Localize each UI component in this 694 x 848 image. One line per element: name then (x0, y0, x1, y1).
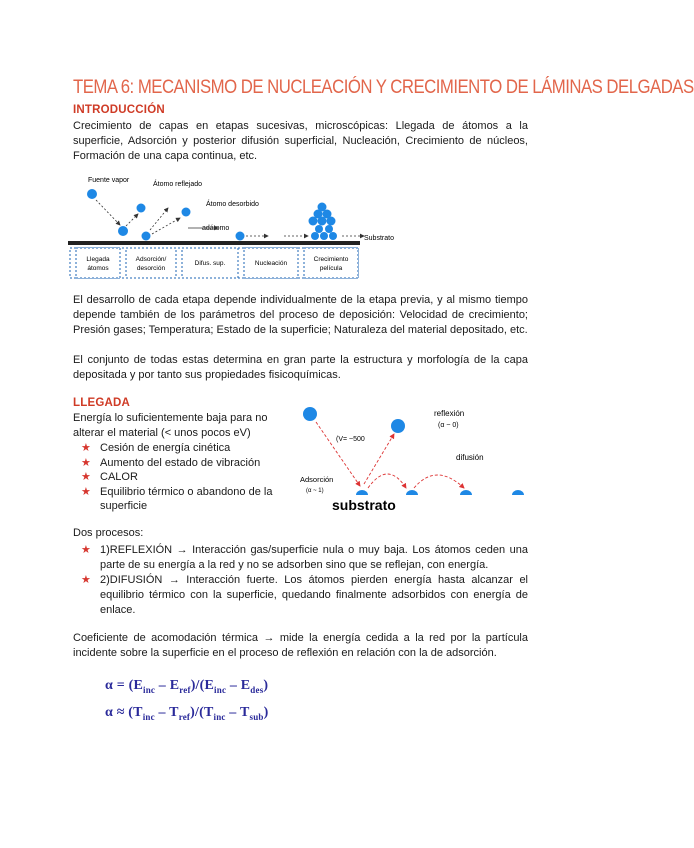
llegada-paragraph: Energía lo suficientemente baja para no alterar el material (< unos pocos eV) (73, 412, 268, 439)
label-v500: (V= ~500 (336, 436, 365, 443)
formula-temperature: $\alpha \approx (T_{inc} - T_{ref})/(T_{inc} - T_{sub})$ (105, 705, 269, 722)
stage-2-line1: Adsorción/ (135, 256, 167, 263)
formula-energy: $\alpha = (E_{inc} - E_{ref})/(E_{inc} - E_{des})$ (105, 678, 269, 695)
star-icon: ★ (81, 544, 91, 556)
star-icon: ★ (81, 442, 91, 454)
label-substrato: Substrato (364, 235, 394, 242)
llegada-bullets (73, 441, 291, 514)
stage-1-line2: átomos (87, 265, 109, 272)
incident-atom (303, 407, 317, 421)
label-adatomo: adátomo (202, 225, 230, 232)
growth-stages-diagram (68, 168, 408, 284)
stage-5-line1: Crecimiento (313, 256, 349, 263)
atom-arriving (118, 226, 128, 236)
label-difusion: difusión (456, 453, 484, 462)
stage-4-line1: Nucleación (254, 260, 288, 267)
list-item: ★ 2)DIFUSIÓN → Interacción fuerte. Los átomos pierden energía hasta alcanzar el equilibrio térmico con la superficie, quedando finalmente adsorbidos con energía de enlace. (81, 574, 528, 616)
procesos-list (73, 543, 528, 618)
label-alpha1: (α ~ 1) (306, 488, 324, 494)
stage-1-line1: Llegada (86, 256, 110, 263)
stage-box-1 (76, 248, 120, 278)
intro-paragraph-2: El desarrollo de cada etapa depende individualmente de la etapa previa, y al mismo tiempo depende también de los parámetros del proceso de deposición: Velocidad de crecimiento; Presión gases; Temperatura; Estado de la superficie; Naturaleza del material depositado, etc. (73, 294, 528, 336)
label-alpha0: (α ~ 0) (438, 422, 459, 429)
atom-source (87, 189, 97, 199)
intro-heading: INTRODUCCIÓN (73, 104, 165, 116)
stage-box-5 (304, 248, 358, 278)
label-reflexion: reflexión (434, 409, 465, 418)
stage-2-line2: desorción (136, 265, 166, 272)
list-item: ★ 1)REFLEXIÓN → Interacción gas/superficie nula o muy baja. Los átomos ceden una parte de su energía a la red y no se adsorben sino que se reflejan, con energía. (81, 544, 528, 571)
list-item: ★ Aumento del estado de vibración (81, 456, 261, 469)
label-atomo-desorbido: Átomo desorbido (206, 201, 259, 208)
label-substrato-fig: substrato (332, 497, 396, 513)
page-title: TEMA 6: MECANISMO DE NUCLEACIÓN Y CRECIMIENTO DE LÁMINAS DELGADAS (73, 76, 694, 98)
reflected-atom (391, 419, 405, 433)
stage-box-2 (126, 248, 176, 278)
label-adsorcion: Adsorción (300, 475, 334, 484)
list-item: ★ CALOR (81, 471, 138, 484)
stage-5-line2: película (319, 265, 343, 272)
list-item: ★ Cesión de energía cinética (81, 442, 231, 454)
star-icon: ★ (81, 574, 91, 586)
label-fuente-vapor: Fuente vapor (88, 177, 130, 184)
stage-3-line1: Difus. sup. (194, 260, 226, 267)
atom-desorbed (182, 208, 191, 217)
dos-procesos-label: Dos procesos: (73, 527, 144, 539)
intro-paragraph: Crecimiento de capas en etapas sucesivas, microscópicas: Llegada de átomos a la superficie, Adsorción y posterior difusión superficial, Nucleación, Crecimiento de núcleos, Formación de una capa continua, etc. (73, 120, 528, 162)
atom-adsorbed (142, 232, 151, 241)
intro-paragraph-3: El conjunto de todas estas determina en gran parte la estructura y morfología de la capa depositada y por tanto sus propiedades fisicoquímicas. (73, 354, 528, 381)
reflection-diffusion-figure (296, 398, 532, 518)
star-icon: ★ (81, 471, 91, 484)
llegada-heading: LLEGADA (73, 397, 130, 409)
star-icon: ★ (81, 456, 91, 469)
atom-reflected (137, 204, 146, 213)
label-atomo-reflejado: Átomo reflejado (153, 181, 203, 188)
star-icon: ★ (81, 485, 91, 498)
list-item: ★ Equilibrio térmico o abandono de la superficie (81, 485, 273, 513)
atom-diffusing (236, 232, 245, 241)
coeficiente-paragraph: Coeficiente de acomodación térmica → mide la energía cedida a la red por la partícula incidente sobre la superficie en el proceso de reflexión en relación con la de adsorción. (73, 632, 528, 659)
